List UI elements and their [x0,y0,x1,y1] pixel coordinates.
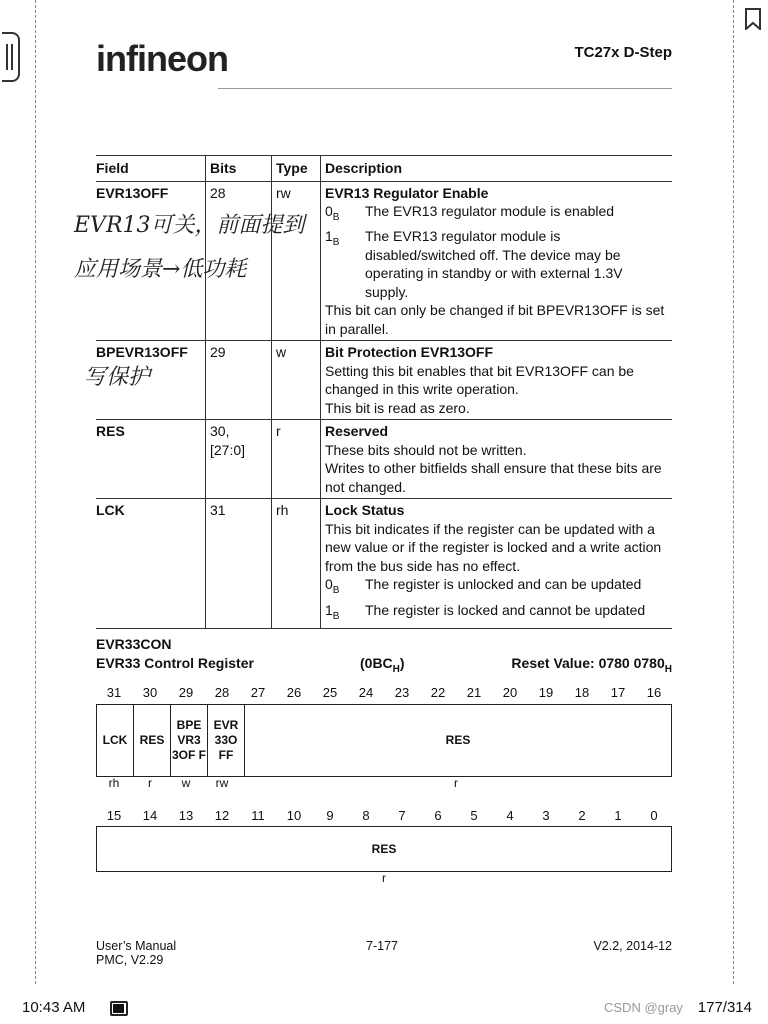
page-margin-right [733,0,734,984]
bit-number: 6 [434,808,442,823]
bit-number: 4 [506,808,514,823]
footer-manual: User’s Manual [96,939,177,953]
access-type: w [181,776,191,790]
watermark: CSDN @gray [604,1000,683,1015]
register-title-line: EVR33 Control Register $(0BC_H)$ Reset Value: 0780 $0780_H$ [96,655,672,675]
lower-bit-numbers [96,808,672,823]
col-type: Type [272,156,321,182]
bit-number: 7 [398,808,406,823]
footer-page-number: 7-177 [366,939,398,953]
access-type: rh [108,776,120,790]
field-res: RES [445,733,471,747]
upper-bit-numbers [96,685,672,700]
bit-number: 10 [286,808,302,823]
table-row: EVR13OFF 28 rw EVR13 Regulator Enable $0_B$ The EVR13 regulator module is enabled $1_B$ The EVR13 regulator module is disabled/switched off. The device may be operating in standby or with external 1.3V supply. This bit can only be changed if bit BPEVR13OFF is set in parallel. [96,181,672,341]
field-res: RES [134,705,171,776]
bit-number: 13 [178,808,194,823]
access-type: r [382,871,386,885]
table-row: RES 30, [27:0] r Reserved These bits should not be written. Writes to other bitfields shall ensure that these bits are not changed. [96,420,672,499]
bit-number: 16 [646,685,662,700]
page-indicator[interactable]: 177/314 [697,999,752,1016]
footer-date: V2.2, 2014-12 [593,939,672,953]
bit-number: 27 [250,685,266,700]
bit-number: 0 [650,808,658,823]
col-description: Description [321,156,673,182]
bit-number: 21 [466,685,482,700]
bit-number: 15 [106,808,122,823]
access-type: rw [215,776,229,790]
table-header [96,156,672,182]
bit-number: 3 [542,808,550,823]
bit-number: 20 [502,685,518,700]
table-row: BPEVR13OFF 29 w Bit Protection EVR13OFF Setting this bit enables that bit EVR13OFF can be changed in this write operation. This bit is read as zero. [96,341,672,420]
bit-number: 23 [394,685,410,700]
bit-number: 19 [538,685,554,700]
bit-number: 22 [430,685,446,700]
register-name: EVR33CON [96,636,172,652]
bit-number: 25 [322,685,338,700]
handwritten-note: 写保护 [84,365,151,390]
handwritten-note: EVR13可关，前面提到应用场景→低功耗 [74,213,305,282]
upper-register-fields [96,704,672,777]
footer-version: PMC, V2.29 [96,953,164,967]
lower-register-fields [96,826,672,872]
bit-number: 12 [214,808,230,823]
col-bits: Bits [206,156,272,182]
field-bpevr33off: BPE VR3 3OF F [171,705,208,776]
field-lck: LCK [97,705,134,776]
infineon-logo: infineon [96,38,228,79]
bit-number: 28 [214,685,230,700]
bit-number: 2 [578,808,586,823]
clock: 10:43 AM [22,999,86,1016]
bit-number: 31 [106,685,122,700]
bit-number: 5 [470,808,478,823]
bit-number: 24 [358,685,374,700]
col-field: Field [96,156,206,182]
bookmark-icon[interactable] [744,8,762,30]
table-row: LCK 31 rh Lock Status This bit indicates if the register can be updated with a new value or if the register is locked and a write action from the bus side has no effect. $0_B$ The register is unlocked and can be updated $1_B$ The register is locked and cannot be updated [96,499,672,629]
bit-number: 18 [574,685,590,700]
bit-number: 17 [610,685,626,700]
battery-icon [110,1001,128,1016]
field-res: RES [371,841,397,856]
field-evr33off: EVR 33O FF [208,705,245,776]
access-type: r [454,776,458,790]
bit-number: 29 [178,685,194,700]
page-margin-left [35,0,36,984]
menu-handle[interactable] [2,32,20,82]
document-title: TC27x D-Step [574,44,672,61]
bit-number: 1 [614,808,622,823]
bit-number: 11 [251,808,265,823]
access-type: r [148,776,152,790]
bit-number: 8 [362,808,370,823]
bit-number: 30 [142,685,158,700]
bit-number: 14 [142,808,158,823]
header-rule [218,88,672,89]
bit-number: 9 [326,808,334,823]
bit-number: 26 [286,685,302,700]
